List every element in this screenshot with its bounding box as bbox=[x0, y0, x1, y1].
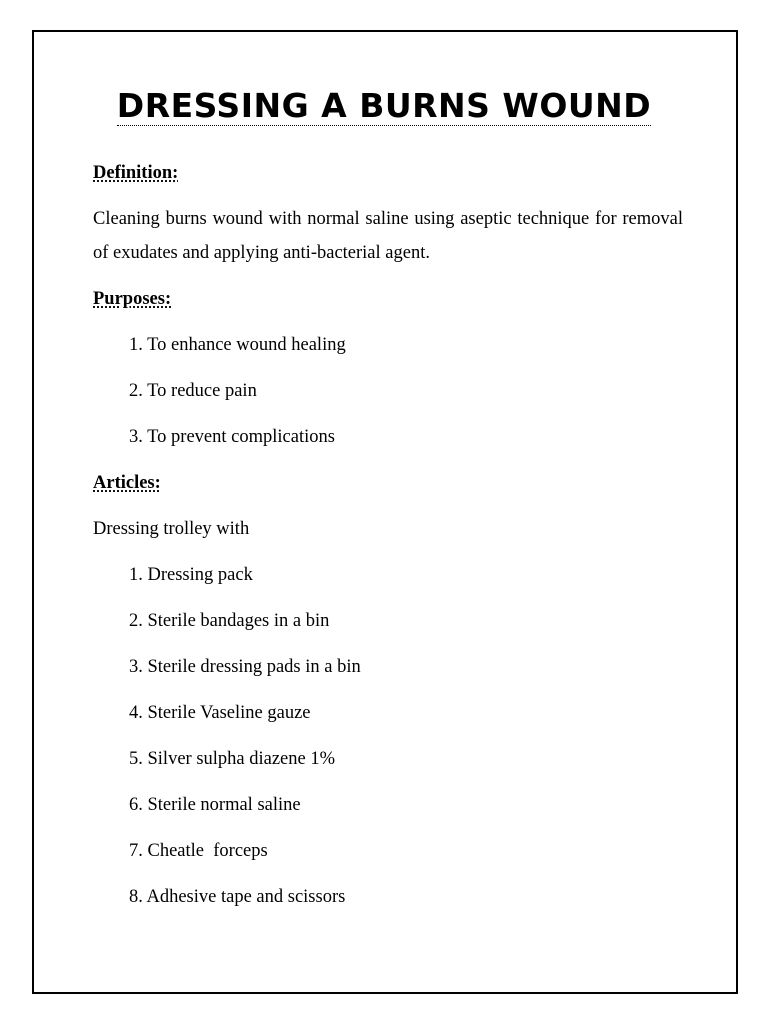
article-item: 6. Sterile normal saline bbox=[129, 795, 301, 815]
article-item: 2. Sterile bandages in a bin bbox=[129, 611, 330, 631]
article-item: 3. Sterile dressing pads in a bin bbox=[129, 657, 361, 677]
article-item: 5. Silver sulpha diazene 1% bbox=[129, 749, 336, 769]
purpose-item: 1. To enhance wound healing bbox=[129, 335, 346, 355]
article-item: 7. Cheatle forceps bbox=[129, 841, 268, 861]
articles-heading: Articles: bbox=[93, 473, 161, 493]
purpose-item: 2. To reduce pain bbox=[129, 381, 257, 401]
page-title bbox=[0, 86, 768, 125]
purposes-heading: Purposes: bbox=[93, 289, 172, 309]
purpose-item: 3. To prevent complications bbox=[129, 427, 335, 447]
articles-intro: Dressing trolley with bbox=[93, 519, 250, 539]
article-item: 8. Adhesive tape and scissors bbox=[129, 887, 346, 907]
article-item: 4. Sterile Vaseline gauze bbox=[129, 703, 311, 723]
article-item: 1. Dressing pack bbox=[129, 565, 253, 585]
definition-heading: Definition: bbox=[93, 163, 179, 183]
page-title-text: DRESSING A BURNS WOUND bbox=[116, 86, 652, 125]
definition-text: Cleaning burns wound with normal saline using aseptic technique for removal of exudates and applying anti-bacterial agent. bbox=[93, 209, 683, 263]
document-body bbox=[93, 150, 683, 920]
